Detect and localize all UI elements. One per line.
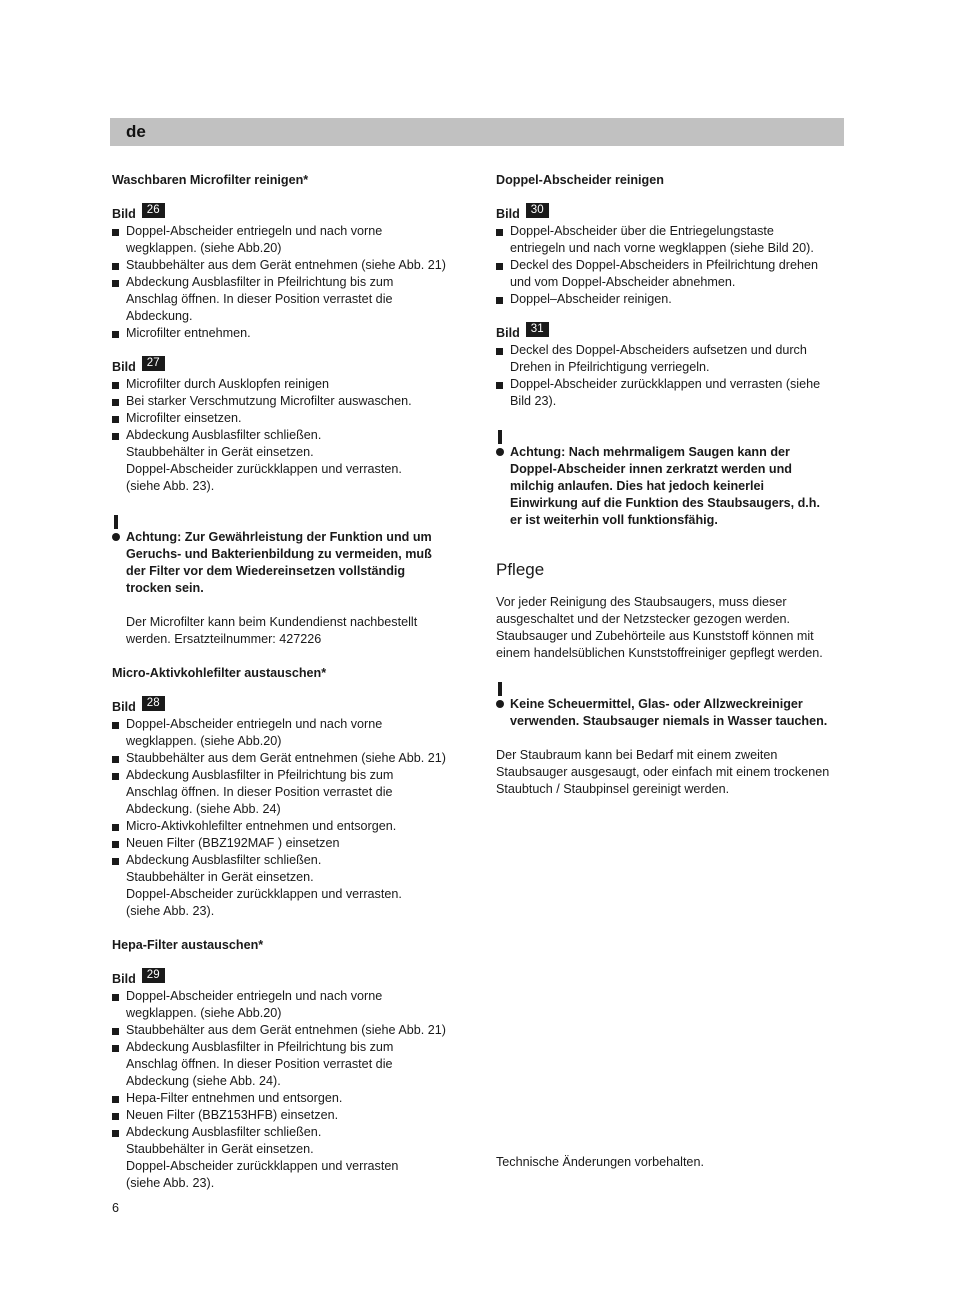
list-item: Neuen Filter (BBZ192MAF ) einsetzen (112, 835, 462, 852)
left-column (112, 172, 462, 1192)
list-item: Microfilter durch Ausklopfen reinigen (112, 376, 462, 393)
list-item: Neuen Filter (BBZ153HFB) einsetzen. (112, 1107, 462, 1124)
section-title-hepa: Hepa-Filter austauschen* (112, 938, 264, 952)
section-title-activated-carbon: Micro-Aktivkohlefilter austauschen* (112, 666, 327, 680)
list-item: Doppel–Abscheider reinigen. (496, 291, 846, 308)
figure-number-badge: 26 (142, 203, 165, 218)
step-list (496, 342, 846, 410)
figure-ref: Bild 27 (112, 359, 462, 376)
list-item: Staubbehälter aus dem Gerät entnehmen (siehe Abb. 21) (112, 750, 462, 767)
step-list (112, 223, 462, 342)
section-title-double-separator: Doppel-Abscheider reinigen (496, 173, 664, 187)
list-item: Bei starker Verschmutzung Microfilter auswaschen. (112, 393, 462, 410)
technical-changes-note: Technische Änderungen vorbehalten. (496, 1155, 704, 1169)
step-list (496, 223, 846, 308)
exclamation-warning-icon (112, 512, 122, 546)
figure-ref: Bild 30 (496, 206, 846, 223)
warning-note: Achtung: Nach mehrmaligem Saugen kann der Doppel-Abscheider innen zerkratzt werden und milchig anlaufen. Dies hat jedoch keinerlei Einwirkung auf die Funktion des Staubsaugers, d.h. er ist weiterhin voll funktionsfähig. (496, 427, 846, 529)
step-list (112, 716, 462, 920)
list-item: Staubbehälter aus dem Gerät entnehmen (siehe Abb. 21) (112, 257, 462, 274)
figure-ref: Bild 29 (112, 971, 462, 988)
list-item: Staubbehälter aus dem Gerät entnehmen (siehe Abb. 21) (112, 1022, 462, 1039)
right-column (496, 172, 846, 798)
figure-number-badge: 31 (526, 322, 549, 337)
list-item: Microfilter entnehmen. (112, 325, 462, 342)
figure-number-badge: 27 (142, 356, 165, 371)
exclamation-warning-icon (496, 427, 506, 461)
figure-ref: Bild 31 (496, 325, 846, 342)
step-list (112, 988, 462, 1192)
list-item: Abdeckung Ausblasfilter schließen. Staubbehälter in Gerät einsetzen. Doppel-Abscheider zurückklappen und verrasten (siehe Abb. 23). (112, 1124, 462, 1192)
list-item: Doppel-Abscheider über die Entriegelungstaste entriegeln und nach vorne wegklappen (siehe Bild 20). (496, 223, 846, 257)
figure-ref: Bild 28 (112, 699, 462, 716)
list-item: Doppel-Abscheider entriegeln und nach vorne wegklappen. (siehe Abb.20) (112, 716, 462, 750)
language-header-bar (110, 118, 844, 146)
list-item: Microfilter einsetzen. (112, 410, 462, 427)
care-paragraph: Der Staubraum kann bei Bedarf mit einem zweiten Staubsauger ausgesaugt, oder einfach mit einem trockenen Staubtuch / Staubpinsel gereinigt werden. (496, 748, 830, 796)
warning-note: Achtung: Zur Gewährleistung der Funktion und um Geruchs- und Bakterienbildung zu vermeiden, muß der Filter vor dem Wiedereinsetzen vollständig trocken sein. (112, 512, 462, 597)
list-item: Doppel-Abscheider entriegeln und nach vorne wegklappen. (siehe Abb.20) (112, 223, 462, 257)
reorder-note: Der Microfilter kann beim Kundendienst nachbestellt werden. Ersatzteilnummer: 427226 (126, 615, 418, 646)
step-list (112, 376, 462, 495)
warning-note: Keine Scheuermittel, Glas- oder Allzweckreiniger verwenden. Staubsauger niemals in Wasser tauchen. (496, 679, 846, 730)
list-item: Hepa-Filter entnehmen und entsorgen. (112, 1090, 462, 1107)
list-item: Abdeckung Ausblasfilter in Pfeilrichtung bis zum Anschlag öffnen. In dieser Position verrastet die Abdeckung. (112, 274, 462, 325)
list-item: Abdeckung Ausblasfilter schließen. Staubbehälter in Gerät einsetzen. Doppel-Abscheider zurückklappen und verrasten. (siehe Abb. 23). (112, 852, 462, 920)
figure-ref: Bild 26 (112, 206, 462, 223)
section-title-microfilter: Waschbaren Microfilter reinigen* (112, 173, 309, 187)
figure-number-badge: 28 (142, 696, 165, 711)
list-item: Abdeckung Ausblasfilter schließen. Staubbehälter in Gerät einsetzen. Doppel-Abscheider zurückklappen und verrasten. (siehe Abb. 23). (112, 427, 462, 495)
list-item: Doppel-Abscheider entriegeln und nach vorne wegklappen. (siehe Abb.20) (112, 988, 462, 1022)
page-number: 6 (112, 1201, 120, 1215)
language-code: de (126, 122, 146, 141)
figure-number-badge: 29 (142, 968, 165, 983)
list-item: Abdeckung Ausblasfilter in Pfeilrichtung bis zum Anschlag öffnen. In dieser Position verrastet die Abdeckung (siehe Abb. 24). (112, 1039, 462, 1090)
section-title-care: Pflege (496, 560, 545, 579)
care-paragraph: Vor jeder Reinigung des Staubsaugers, muss dieser ausgeschaltet und der Netzstecker gezogen werden. Staubsauger und Zubehörteile aus Kunststoff können mit einem handelsüblichen Kunststoffreiniger gepflegt werden. (496, 595, 823, 660)
list-item: Micro-Aktivkohlefilter entnehmen und entsorgen. (112, 818, 462, 835)
list-item: Doppel-Abscheider zurückklappen und verrasten (siehe Bild 23). (496, 376, 846, 410)
list-item: Deckel des Doppel-Abscheiders in Pfeilrichtung drehen und vom Doppel-Abscheider abnehmen. (496, 257, 846, 291)
list-item: Abdeckung Ausblasfilter in Pfeilrichtung bis zum Anschlag öffnen. In dieser Position verrastet die Abdeckung. (siehe Abb. 24) (112, 767, 462, 818)
exclamation-warning-icon (496, 679, 506, 713)
list-item: Deckel des Doppel-Abscheiders aufsetzen und durch Drehen in Pfeilrichtigung verriegeln. (496, 342, 846, 376)
figure-number-badge: 30 (526, 203, 549, 218)
